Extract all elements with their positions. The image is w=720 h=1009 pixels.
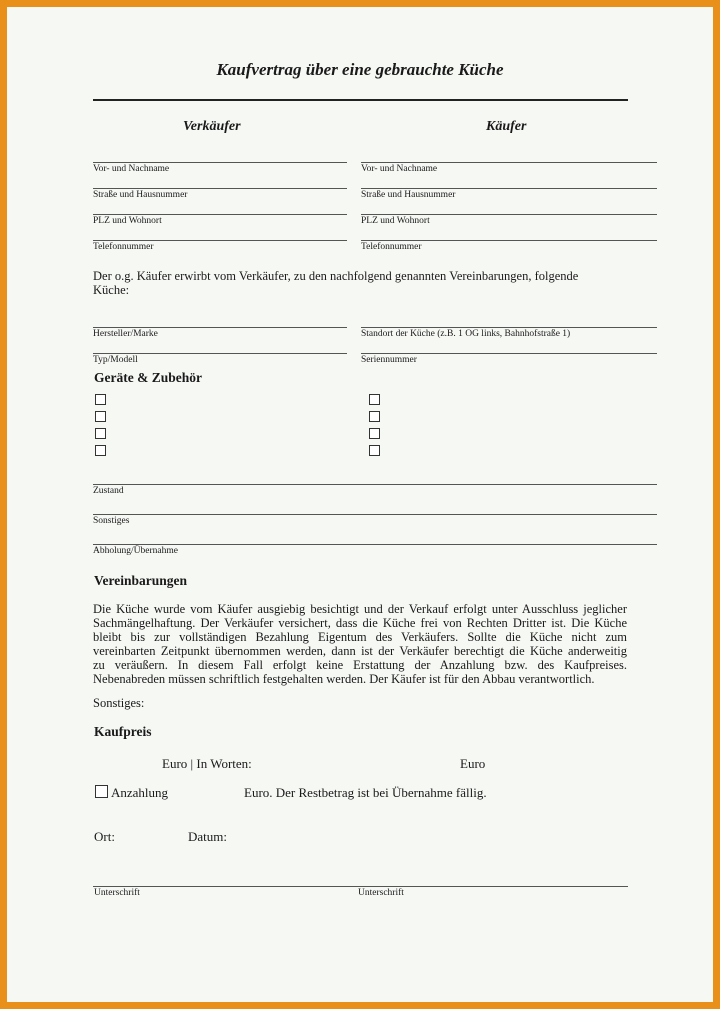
intro-line-2: Küche: <box>93 283 130 297</box>
intro-line-1: Der o.g. Käufer erwirbt vom Verkäufer, zu den nachfolgend genannten Vereinbarungen, folgende <box>93 269 579 283</box>
signature-left-label: Unterschrift <box>94 888 140 898</box>
place-label: Ort: <box>94 829 115 844</box>
device-checkbox[interactable] <box>95 394 106 405</box>
device-checkbox[interactable] <box>95 445 106 456</box>
deposit-checkbox[interactable] <box>95 785 108 798</box>
euro-words-label: Euro | In Worten: <box>162 756 252 771</box>
seller-street-field[interactable]: Straße und Hausnummer <box>93 188 347 200</box>
seller-city-field[interactable]: PLZ und Wohnort <box>93 214 347 226</box>
device-checkbox[interactable] <box>369 428 380 439</box>
device-checkbox[interactable] <box>369 445 380 456</box>
agreements-text <box>93 602 627 686</box>
condition-field[interactable]: Zustand <box>93 484 657 496</box>
agreements-line: vereinbarten Zeitpunkt übernommen werden, dann ist der Verkäufer berechtigt die Küche anderweitig <box>93 644 627 658</box>
other-field[interactable]: Sonstiges <box>93 514 657 526</box>
buyer-phone-field[interactable]: Telefonnummer <box>361 240 657 252</box>
device-checkbox[interactable] <box>95 428 106 439</box>
signature-right-label: Unterschrift <box>358 888 404 898</box>
buyer-street-field[interactable]: Straße und Hausnummer <box>361 188 657 200</box>
deposit-label: Anzahlung <box>111 785 169 800</box>
date-label: Datum: <box>188 829 227 844</box>
device-checkbox[interactable] <box>369 394 380 405</box>
seller-heading: Verkäufer <box>183 119 241 134</box>
signature-line <box>93 886 628 887</box>
buyer-city-field[interactable]: PLZ und Wohnort <box>361 214 657 226</box>
model-field[interactable]: Typ/Modell <box>93 353 347 365</box>
agreements-line: Nebenabreden müssen schriftlich festgehalten werden. Der Käufer ist für den Abbau verantwortlich. <box>93 672 595 686</box>
document-title: Kaufvertrag über eine gebrauchte Küche <box>216 60 504 79</box>
manufacturer-field[interactable]: Hersteller/Marke <box>93 327 347 339</box>
agreements-heading: Vereinbarungen <box>94 573 188 588</box>
agreements-line: Die Küche wurde vom Käufer ausgiebig besichtigt und der Verkauf erfolgt unter Ausschluss jeglicher <box>93 602 627 616</box>
intro-text <box>93 269 633 297</box>
devices-heading: Geräte & Zubehör <box>94 370 202 385</box>
other-label: Sonstiges: <box>93 696 145 710</box>
price-heading: Kaufpreis <box>94 724 152 739</box>
seller-phone-field[interactable]: Telefonnummer <box>93 240 347 252</box>
device-checkbox[interactable] <box>369 411 380 422</box>
title-divider <box>93 99 628 101</box>
seller-name-field[interactable]: Vor- und Nachname <box>93 162 347 174</box>
location-field[interactable]: Standort der Küche (z.B. 1 OG links, Bahnhofstraße 1) <box>361 327 657 339</box>
agreements-line: zu veräußern. In diesem Fall erfolgt keine Erstattung der Anzahlung bzw. des Kaufpreises. <box>93 658 627 672</box>
pickup-field[interactable]: Abholung/Übernahme <box>93 544 657 556</box>
agreements-line: bleibt bis zur vollständigen Bezahlung Eigentum des Verkäufers. Sollte die Küche nicht zum <box>93 630 627 644</box>
contract-page <box>7 7 713 1002</box>
deposit-text: Euro. Der Restbetrag ist bei Übernahme fällig. <box>244 785 487 800</box>
agreements-line: Sachmängelhaftung. Der Verkäufer versichert, dass die Küche frei von Rechten Dritter ist. Die Küche <box>93 616 627 630</box>
serial-field[interactable]: Seriennummer <box>361 353 657 365</box>
device-checkbox[interactable] <box>95 411 106 422</box>
buyer-name-field[interactable]: Vor- und Nachname <box>361 162 657 174</box>
euro-label: Euro <box>460 756 486 771</box>
buyer-heading: Käufer <box>486 119 527 134</box>
